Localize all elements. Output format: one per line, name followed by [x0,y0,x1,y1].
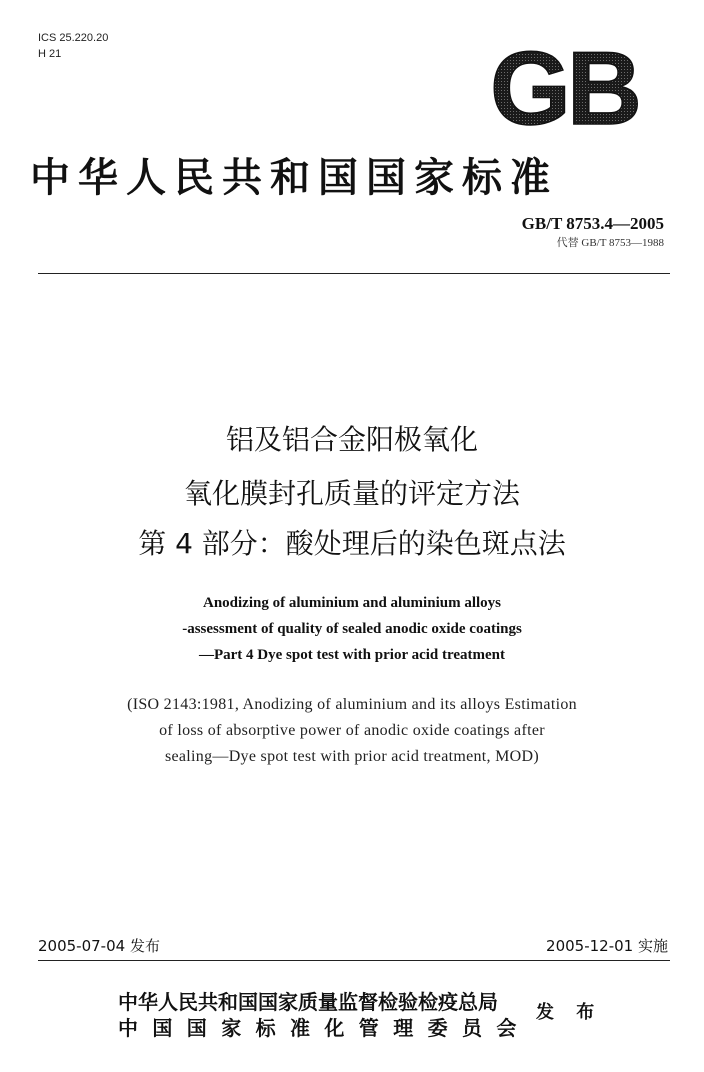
standard-replaces: 代替 GB/T 8753—1988 [556,237,664,249]
title-en-line1: Anodizing of aluminium and aluminium alloys [203,595,501,611]
title-en-line2: -assessment of quality of sealed anodic oxide coatings [182,621,522,637]
standard-number: GB/T 8753.4—2005 [521,214,664,233]
iso-reference-line2: of loss of absorptive power of anodic oxide coatings after [159,722,545,739]
issue-date: 2005-07-04 发布 [38,937,160,955]
title-cn-line1: 铝及铝合金阳极氧化 [225,423,478,456]
title-cn-line3: 第 4 部分：酸处理后的染色斑点法 [138,527,566,560]
top-divider [38,273,670,274]
publish-label: 发 布 [536,1002,603,1023]
issuer-sac: 中国国家标准化管理委员会 [118,1016,531,1040]
ics-code: ICS 25.220.20 [38,32,109,44]
classification-codes [38,30,108,62]
ccs-code: H 21 [38,48,62,60]
issuer-aqsiq: 中华人民共和国国家质量监督检验检疫总局 [118,990,498,1014]
bottom-divider [38,960,670,961]
iso-reference-line1: (ISO 2143:1981, Anodizing of aluminium and its alloys Estimation [127,696,577,713]
implementation-date: 2005-12-01 实施 [546,937,668,955]
gb-logo-text: GB [490,38,638,138]
title-en-line3: —Part 4 Dye spot test with prior acid treatment [198,647,506,663]
organization-title: 中华人民共和国国家标准 [30,154,558,201]
gb-logo-icon [476,38,652,138]
iso-reference-line3: sealing—Dye spot test with prior acid treatment, MOD) [164,748,540,765]
title-cn-line2: 氧化膜封孔质量的评定方法 [183,477,520,510]
